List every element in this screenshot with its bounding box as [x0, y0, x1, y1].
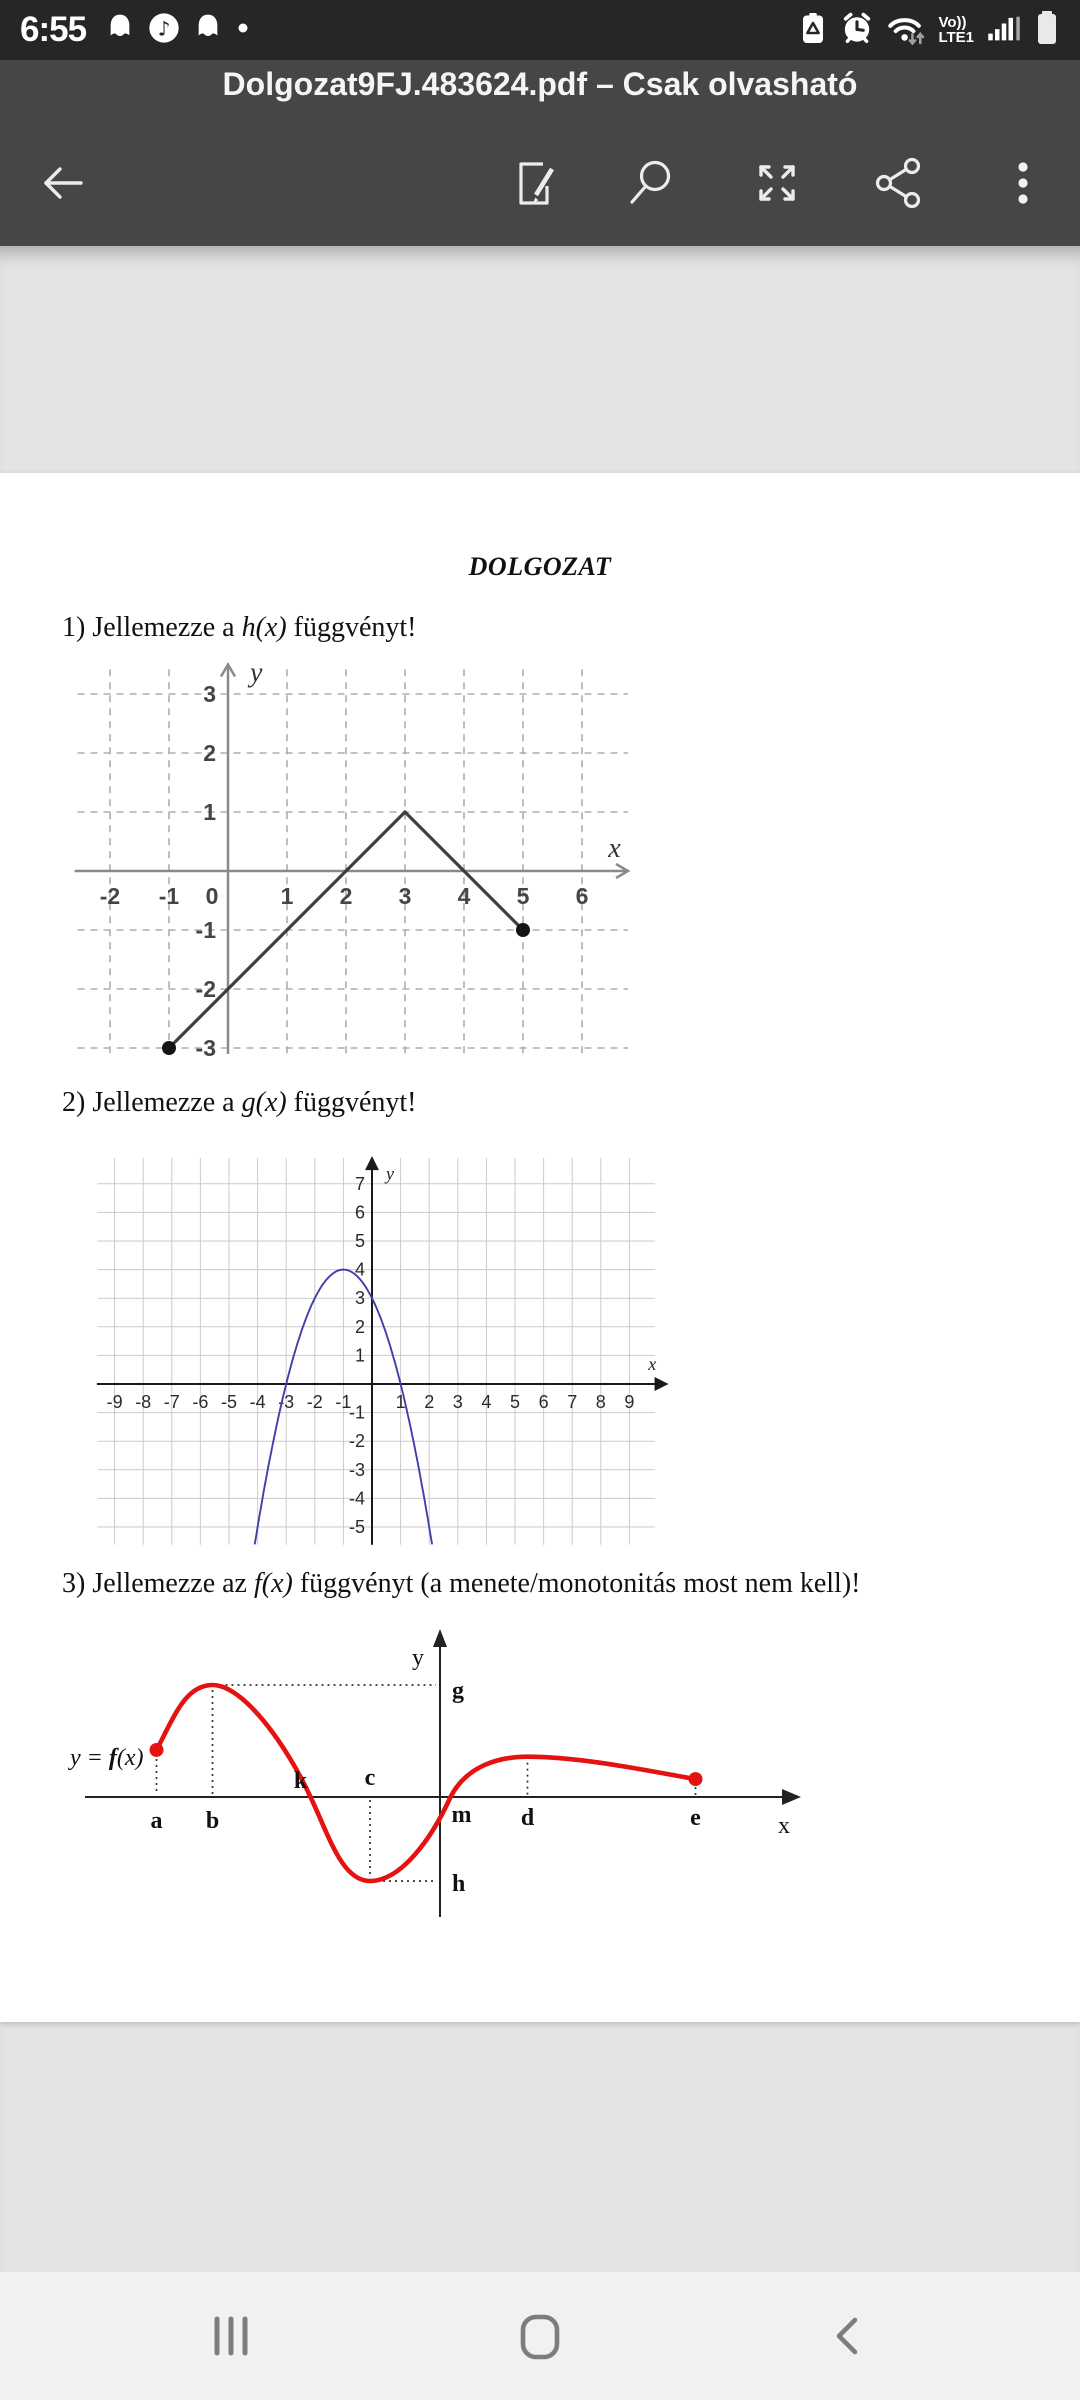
svg-text:-3: -3: [348, 1459, 365, 1480]
svg-text:1: 1: [354, 1345, 365, 1366]
svg-text:c: c: [364, 1765, 376, 1791]
svg-text:9: 9: [624, 1392, 635, 1412]
svg-text:y = f(x): y = f(x): [70, 1745, 144, 1771]
svg-text:d: d: [520, 1805, 535, 1831]
question-3: 3) Jellemezze az f(x) függvényt (a menete/monotonitás most nem kell)!: [62, 1568, 861, 1599]
svg-text:x: x: [648, 1354, 657, 1374]
back-arrow-icon: [35, 155, 91, 211]
svg-text:-1: -1: [348, 1402, 365, 1423]
svg-text:-1: -1: [335, 1392, 352, 1412]
svg-text:-5: -5: [220, 1392, 238, 1412]
back-button[interactable]: [35, 155, 91, 211]
battery-saver-app-icon: [798, 11, 828, 50]
svg-text:-2: -2: [195, 976, 216, 1002]
pdf-page[interactable]: [0, 473, 1080, 2022]
svg-text:y: y: [386, 1163, 394, 1184]
signal-strength-icon: [986, 12, 1022, 49]
svg-text:-2: -2: [306, 1392, 323, 1412]
svg-text:x: x: [608, 833, 621, 864]
svg-text:3: 3: [203, 681, 216, 707]
svg-text:3: 3: [354, 1288, 365, 1309]
svg-text:-4: -4: [348, 1488, 365, 1509]
svg-text:x: x: [778, 1813, 790, 1839]
volte-label: Vo)) LTE1: [938, 14, 974, 46]
question-2: 2) Jellemezze a g(x) függvényt!: [62, 1087, 417, 1118]
function-name: f(x): [253, 1568, 293, 1599]
svg-text:-4: -4: [249, 1392, 266, 1412]
svg-text:7: 7: [354, 1173, 365, 1194]
svg-text:1: 1: [280, 883, 294, 909]
clock-text: 6:55: [20, 10, 87, 49]
svg-text:-9: -9: [106, 1392, 123, 1412]
question-1: 1) Jellemezze a h(x) függvényt!: [62, 612, 417, 643]
svg-text:k: k: [293, 1768, 308, 1794]
recents-icon: [210, 2314, 252, 2358]
svg-text:-8: -8: [135, 1392, 152, 1412]
music-note-icon: [148, 12, 180, 49]
svg-text:h: h: [452, 1871, 466, 1897]
svg-text:5: 5: [354, 1231, 365, 1251]
svg-text:4: 4: [354, 1259, 365, 1280]
worksheet-heading: DOLGOZAT: [468, 552, 612, 581]
svg-text:2: 2: [424, 1392, 435, 1412]
nav-back-button[interactable]: [829, 2314, 865, 2363]
document-title: Dolgozat9FJ.483624.pdf – Csak olvasható: [222, 66, 858, 102]
app-header: [0, 60, 1080, 246]
annotate-icon: [506, 155, 562, 211]
g-function-chart: [82, 1150, 662, 1553]
svg-text:m: m: [451, 1802, 472, 1828]
svg-text:6: 6: [575, 883, 589, 909]
svg-text:-5: -5: [348, 1517, 365, 1537]
snapchat-ghost-icon: [192, 12, 224, 49]
svg-text:0: 0: [205, 883, 219, 909]
svg-text:-7: -7: [163, 1392, 180, 1412]
fullscreen-button[interactable]: [749, 155, 805, 211]
home-button[interactable]: [519, 2314, 561, 2365]
status-bar: [0, 0, 1080, 60]
home-icon: [519, 2314, 561, 2360]
overflow-menu-button[interactable]: [995, 155, 1051, 211]
f-function-chart: [70, 1625, 810, 1930]
function-name: g(x): [241, 1087, 287, 1118]
svg-text:2: 2: [339, 883, 353, 909]
svg-text:2: 2: [203, 740, 216, 766]
svg-text:5: 5: [516, 883, 530, 909]
svg-text:y: y: [412, 1645, 424, 1671]
svg-text:1: 1: [203, 799, 216, 825]
nav-back-icon: [829, 2314, 865, 2358]
svg-text:g: g: [452, 1678, 464, 1704]
svg-text:4: 4: [481, 1392, 492, 1412]
toolbar: [0, 120, 1080, 246]
h-function-chart: [58, 648, 621, 1063]
svg-text:-1: -1: [195, 917, 216, 943]
svg-text:2: 2: [354, 1316, 365, 1337]
svg-text:6: 6: [538, 1392, 549, 1412]
svg-text:5: 5: [509, 1392, 521, 1412]
pdf-viewport: [0, 246, 1080, 2272]
svg-text:-2: -2: [348, 1431, 365, 1452]
svg-text:-2: -2: [99, 883, 121, 909]
svg-text:6: 6: [354, 1202, 365, 1223]
fullscreen-icon: [749, 155, 805, 211]
search-icon: [622, 155, 678, 211]
share-icon: [871, 155, 927, 211]
recents-button[interactable]: [210, 2314, 252, 2363]
search-button[interactable]: [622, 155, 678, 211]
annotate-button[interactable]: [506, 155, 562, 211]
svg-text:1: 1: [395, 1392, 406, 1412]
svg-text:-1: -1: [158, 883, 180, 909]
battery-icon: [1034, 9, 1060, 52]
svg-text:4: 4: [457, 883, 471, 909]
svg-text:♪: ♪: [157, 15, 171, 40]
svg-text:7: 7: [567, 1392, 578, 1412]
svg-text:-3: -3: [195, 1035, 216, 1061]
overflow-menu-icon: [995, 155, 1051, 211]
function-name: h(x): [241, 612, 287, 643]
svg-text:a: a: [150, 1808, 163, 1834]
svg-text:-3: -3: [278, 1392, 295, 1412]
svg-text:8: 8: [595, 1392, 606, 1412]
svg-text:3: 3: [398, 883, 412, 909]
notification-dot-icon: [236, 21, 250, 40]
svg-text:e: e: [690, 1805, 701, 1831]
alarm-clock-icon: [840, 11, 874, 50]
snapchat-ghost-icon: [104, 12, 136, 49]
svg-text:3: 3: [452, 1392, 463, 1412]
android-nav-bar: [0, 2272, 1080, 2400]
svg-text:-6: -6: [192, 1392, 209, 1412]
wifi-icon: [886, 10, 926, 51]
share-button[interactable]: [871, 155, 927, 211]
svg-text:y: y: [250, 657, 263, 689]
svg-text:b: b: [205, 1808, 220, 1834]
